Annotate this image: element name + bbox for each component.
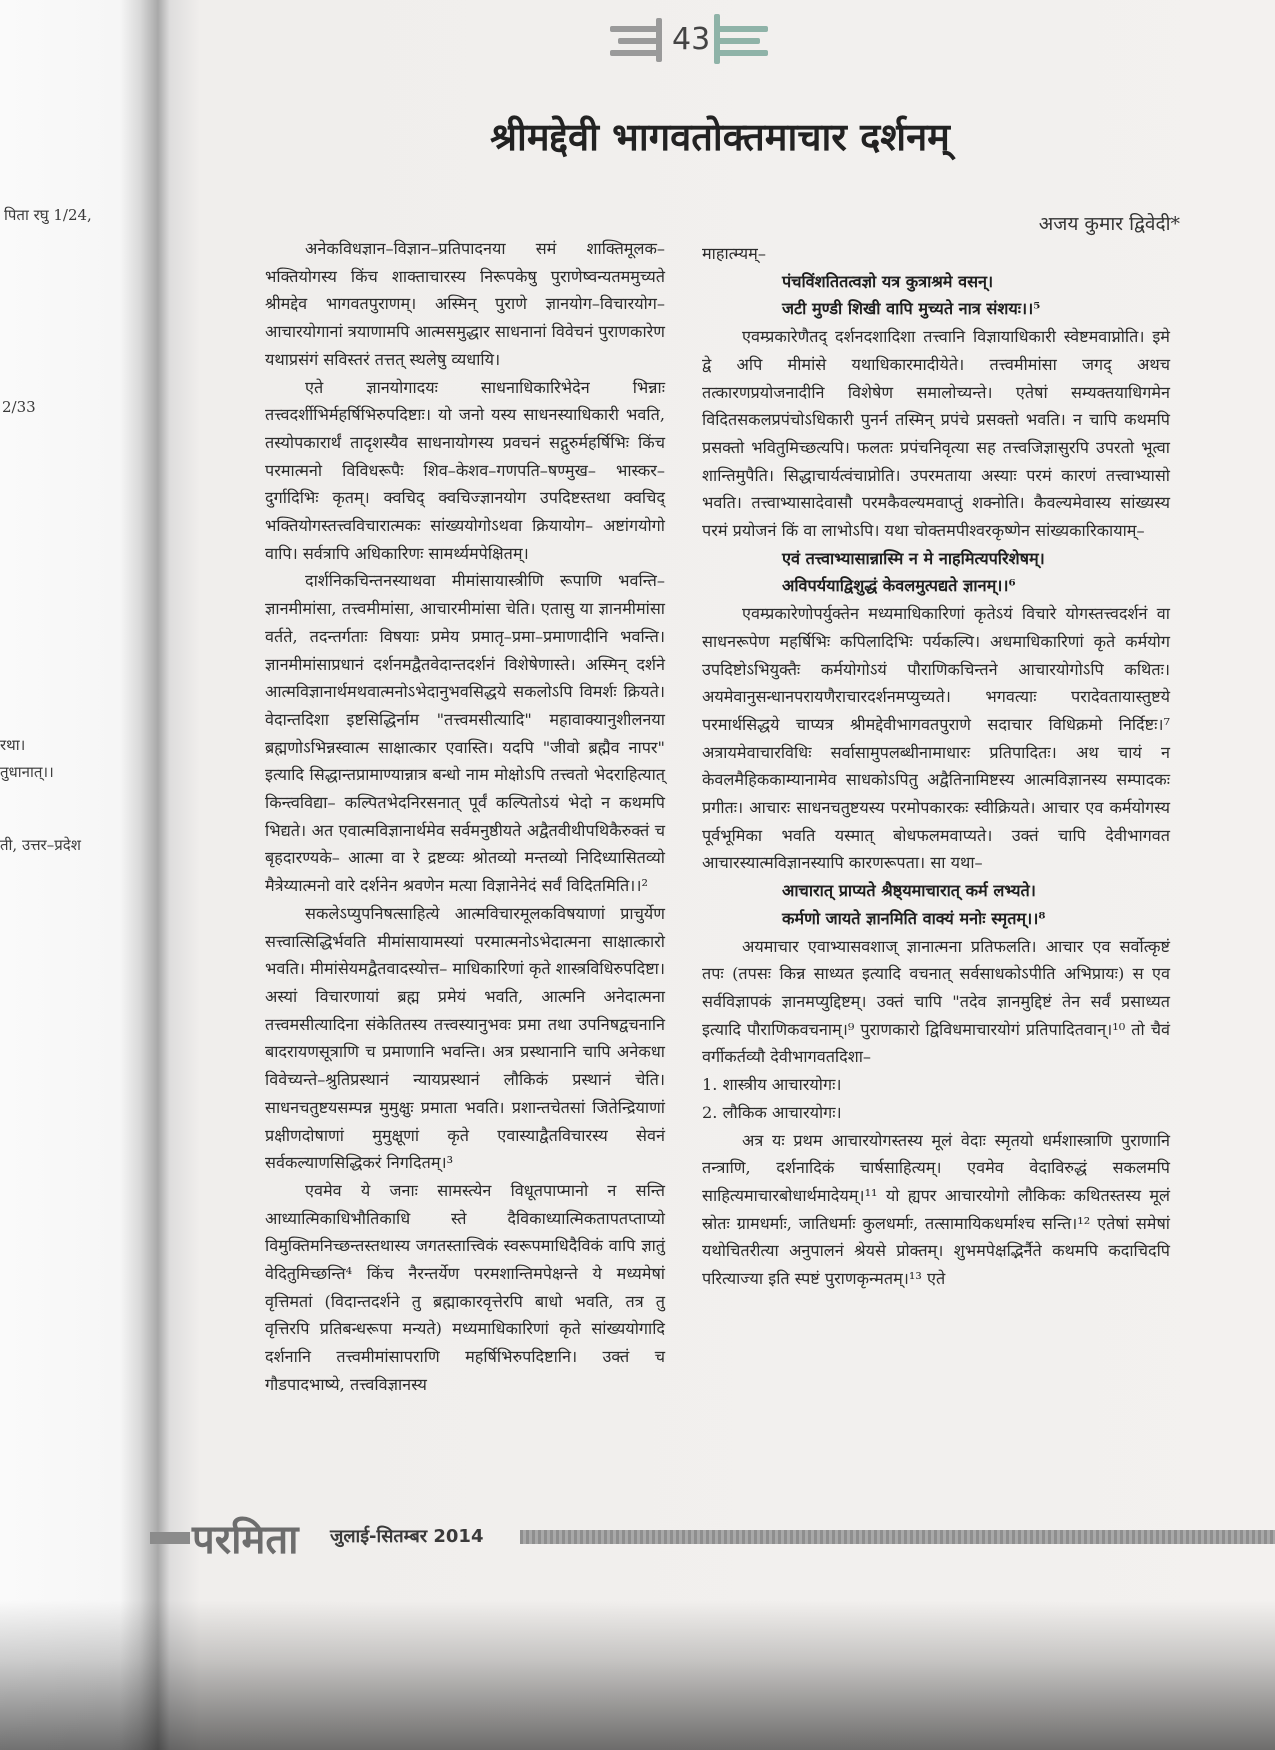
left-column <box>265 235 665 1399</box>
right-column <box>702 240 1170 1293</box>
paragraph: एवम्प्रकारेणोपर्युक्तेन मध्यमाधिकारिणां कृतेऽयं विचारे योगस्तत्त्वदर्शनं वा साधनरूपेण महर्षिभिः कपिलादिभिः पर्यकल्पि। अधमाधिकारिणां कृते कर्मयोग उपदिष्टोऽभियुक्तैः कर्मयोगोऽयं पौराणिकचिन्तने आचारयोगोऽपि कथितः। अयमेवानुसन्धानपरायणैराचारदर्शनमप्युच्यते। भगवत्याः परादेवतायास्तुष्टये परमार्थसिद्धये चाप्यत्र श्रीमद्देवीभागवतपुराणे सदाचार विधिक्रमो निर्दिष्टः।⁷ अत्रायमेवाचारविधिः सर्वासामुपलब्धीनामाधारः प्रतिपादितः। अथ चायं न केवलमैहिककाम्यानामेव साधकोऽपितु अद्वैतिनामिष्टस्य आत्मविज्ञानस्य सम्पादकः प्रगीतः। आचारः साधनचतुष्टयस्य परमोपकारकः स्वीक्रियते। आचार एव कर्मयोगस्य पूर्वभूमिका भवति यस्मात् बोधफलमवाप्यते। उक्तं चापि देवीभागवत आचारस्यात्मविज्ञानस्यापि कारणरूपता। सा यथा– <box>702 604 1170 873</box>
footer-band <box>520 1530 1275 1544</box>
scan-shadow <box>0 1600 1275 1750</box>
paragraph: सकलेऽप्युपनिषत्साहित्ये आत्मविचारमूलकविषयाणां प्राचुर्येण सत्त्वात्सिद्धिर्भवति मीमांसायामस्यां परमात्मनोऽभेदात्मना साक्षात्कारो भवति। मीमांसेयमद्वैतवादस्योत्त– माधिकारिणां कृते शास्त्रविधिरुपदिष्टा। अस्यां विचारणायां ब्रह्म प्रमेयं भवति, आत्मनि अनेदात्मना तत्त्वमसीत्यादिना संकेतितस्य तत्त्वस्यानुभवः प्रमा तथा उपनिषद्वचनानि बादरायणसूत्राणि च प्रमाणानि भवन्ति। अत्र प्रस्थानानि चापि अनेकधा विवेच्यन्ते–श्रुतिप्रस्थानं न्यायप्रस्थानं लौकिकं प्रस्थानं चेति। साधनचतुष्टयसम्पन्न मुमुक्षुः प्रमाता भवति। प्रशान्तचेतसां जितेन्द्रियाणां प्रक्षीणदोषाणां मुमुक्षूणां कृते एवास्याद्वैतविचारस्य सेवनं सर्वकल्याणसिद्धिकरं निगदितम्।³ <box>265 903 665 1173</box>
verse-line: पंचविंशतितत्वज्ञो यत्र कुत्राश्रमे वसन्। <box>782 271 994 291</box>
author-name: अजय कुमार द्विवेदी* <box>1038 213 1180 235</box>
footer-band <box>150 1532 190 1544</box>
list-item: 2. लौकिक आचारयोगः। <box>702 1102 842 1122</box>
margin-note: 2/33 <box>2 398 36 416</box>
verse-line: आचारात् प्राप्यते श्रैष्ठ्यमाचारात् कर्म लभ्यते। <box>782 881 1036 901</box>
footer <box>150 1510 1275 1570</box>
journal-logo: परमिता <box>192 1517 299 1563</box>
verse-line: जटी मुण्डी शिखी वापि मुच्यते नात्र संशयः।।⁵ <box>782 299 1041 319</box>
list-item: 1. शास्त्रीय आचारयोगः। <box>702 1075 842 1095</box>
page-title: श्रीमद्देवी भागवतोक्तमाचार दर्शनम् <box>490 115 950 159</box>
margin-note: तुधानात्।। <box>0 763 54 781</box>
verse-line: कर्मणो जायते ज्ञानमिति वाक्यं मनोः स्मृतम्।।⁸ <box>782 908 1046 928</box>
paragraph: एवमेव ये जनाः सामस्त्येन विधूतपाप्मानो न सन्ति आध्यात्मिकाधिभौतिकाधि स्ते दैविकाध्यात्मिकतापतप्ताप्यो विमुक्तिमनिच्छन्तस्तथास्य जगतस्तात्त्विकं स्वरूपमाधिदैविकं वापि ज्ञातुं वेदितुमिच्छन्ति⁴ किंच नैरन्तर्येण परमशान्तिमपेक्षन्ते ये मध्यमेषां वृत्तिमतां (विदान्तदर्शने तु ब्रह्माकारवृत्तेरपि बाधो भवति, तत्र तु वृत्तिरपि प्रतिबन्धरूपा मन्यते) मध्यमाधिकारिणां कृते सांख्ययोगादि दर्शनानि तत्त्वमीमांसापराणि महर्षिभिरुपदिष्टानि। उक्तं च गौडपादभाष्ये, तत्त्वविज्ञानस्य <box>265 1180 665 1394</box>
paragraph: अनेकविधज्ञान–विज्ञान–प्रतिपादनया समं शाक्तिमूलक– भक्तियोगस्य किंच शाक्ताचारस्य निरूपकेषु पुराणेष्वन्यतममुच्यते श्रीमद्देव भागवतपुराणम्। अस्मिन् पुराणे ज्ञानयोग–विचारयोग–आचारयोगानां त्रयाणामपि आत्मसमुद्धार साधनानां विवेचनं पुराणकारेण यथाप्रसंगं सविस्तरं तत्तत् स्थलेषु व्यधायि। <box>265 239 665 369</box>
paragraph: दार्शनिकचिन्तनस्याथवा मीमांसायास्त्रीणि रूपाणि भवन्ति– ज्ञानमीमांसा, तत्त्वमीमांसा, आचारमीमांसा चेति। एतासु या ज्ञानमीमांसा वर्तते, तदन्तर्गताः विषयाः प्रमेय प्रमातृ–प्रमा–प्रमाणादीनि भवन्ति। ज्ञानमीमांसाप्रधानं दर्शनमद्वैतवेदान्तदर्शनं विशेषेणास्ते। अस्मिन् दर्शने आत्मविज्ञानार्थमथवात्मनोऽभेदानुभवसिद्धये सकलोऽपि विमर्शः क्रियते। वेदान्तदिशा इष्टसिद्धिर्नाम "तत्त्वमसीत्यादि" महावाक्यानुशीलनया ब्रह्मणोऽभिन्नस्वात्म साक्षात्कार एवास्ति। यदपि "जीवो ब्रह्मैव नापर" इत्यादि सिद्धान्तप्रामाण्यान्नात्र बन्धो नाम मोक्षोऽपि तत्त्वतो भेदराहित्यात् किन्त्वविद्या– कल्पितभेदनिरसनात् पूर्वं कल्पितोऽयं भेदो न कथमपि भिद्यते। अत एवात्मविज्ञानार्थमेव सर्वमनुष्ठीयते अद्वैतवीथीपथिकैरुक्तं च बृहदारण्यके– आत्मा वा रे द्रष्टव्यः श्रोतव्यो मन्तव्यो निदिध्यासितव्यो मैत्रेय्यात्मनो वारे दर्शनेन श्रवणेन मत्या विज्ञानेनेदं सर्वं विदितमिति।।² <box>265 571 665 896</box>
paragraph: अयमाचार एवाभ्यासवशाज् ज्ञानात्मना प्रतिफलति। आचार एव सर्वोत्कृष्टं तपः (तपसः किन्न साध्यत इत्यादि वचनात् सर्वसाधकोऽपीति अभिप्रायः) स एव सर्वविज्ञापकं ज्ञानमप्युद्दिष्टम्। उक्तं चापि "तदेव ज्ञानमुद्दिष्टं तेन सर्वं प्रसाध्यत इत्यादि पौराणिकवचनाम्।⁹ पुराणकारो द्विविधमाचारयोगं प्रतिपादितवान्।¹⁰ तो चैवं वर्गीकर्तव्यौ देवीभागवतदिशा– <box>702 936 1170 1067</box>
paragraph: अत्र यः प्रथम आचारयोगस्तस्य मूलं वेदाः स्मृतयो धर्मशास्त्राणि पुराणानि तन्त्राणि, दर्शनादिकं चार्षसाहित्यम्। एवमेव वेदाविरुद्धं सकलमपि साहित्यमाचारबोधार्थमादेयम्।¹¹ यो ह्यपर आचारयोगो लौकिकः कथितस्तस्य मूलं स्रोतः ग्रामधर्माः, जातिधर्माः कुलधर्माः, तत्सामायिकधर्माश्च सन्ति।¹² एतेषां समेषां यथोचितरीत्या अनुपालनं श्रेयसे प्रोक्तम्। शुभमपेक्षद्भिर्नैते कथमपि कदाचिदपि परित्याज्या इति स्पष्टं पुराणकृन्मतम्।¹³ एते <box>702 1130 1170 1289</box>
margin-note: ती, उत्तर–प्रदेश <box>0 836 81 854</box>
paragraph: एते ज्ञानयोगादयः साधनाधिकारिभेदेन भिन्नाः तत्त्वदर्शीभिर्महर्षिभिरुपदिष्टाः। यो जनो यस्य साधनस्याधिकारी भवति, तस्योपकारार्थं तादृशस्यैव साधनायोगस्य प्रवचनं सद्गुरुर्महर्षिभिः किंच परमात्मनो विविधरूपैः शिव–केशव–गणपति–षण्मुख– भास्कर–दुर्गादिभिः कृतम्। क्वचिद् क्वचिज्ज्ञानयोग उपदिष्टस्तथा क्वचिद् भक्तियोगस्तत्त्वविचारात्मकः सांख्ययोगोऽथवा क्रियायोग– अष्टांगयोगो वापि। सर्वत्रापि अधिकारिणः सामर्थ्यमपेक्षितम्। <box>265 377 665 563</box>
margin-note: रथा। <box>0 736 26 754</box>
margin-note: पिता रघु 1/24, <box>4 206 92 224</box>
page-number: 43 <box>672 22 711 57</box>
section-label: माहात्म्यम्– <box>702 244 766 263</box>
page-number-block <box>610 10 770 66</box>
verse-line: एवं तत्त्वाभ्यासान्नास्मि न मे नाहमित्यपरिशेषम्। <box>782 548 1045 568</box>
issue-date: जुलाई-सितम्बर 2014 <box>330 1526 484 1547</box>
paragraph: एवम्प्रकारेणैतद् दर्शनदशादिशा तत्त्वानि विज्ञायाधिकारी स्वेष्टमवाप्नोति। इमे द्वे अपि मीमांसे यथाधिकारमादीयेते। तत्त्वमीमांसा जगद् अथच तत्कारणप्रयोजनादीनि विशेषेण समालोच्यन्ते। एतेषां सम्यक्तयाधिगमेन विदितसकलप्रपंचोऽधिकारी पुनर्न तस्मिन् प्रपंचे प्रसक्तो भवति। न चापि कथमपि प्रसक्तो भवितुमिच्छत्यपि। फलतः प्रपंचनिवृत्या सह तत्त्वजिज्ञासुरपि उपरतो भूत्वा शान्तिमुपैति। सिद्धाचार्यत्वंचाप्नोति। उपरमताया अस्याः परमं कारणं तत्त्वाभ्यासो भवति। तत्त्वाभ्यासादेवासौ परमकैवल्यमवाप्तुं शक्नोति। कैवल्यमेवास्य सांख्यस्य परमं प्रयोजनं किं वा लाभोऽपि। यथा चोक्तमपीश्वरकृष्णेन सांख्यकारिकायाम्– <box>702 327 1170 541</box>
verse-line: अविपर्ययाद्विशुद्धं केवलमुत्पद्यते ज्ञानम्।।⁶ <box>782 576 1016 596</box>
